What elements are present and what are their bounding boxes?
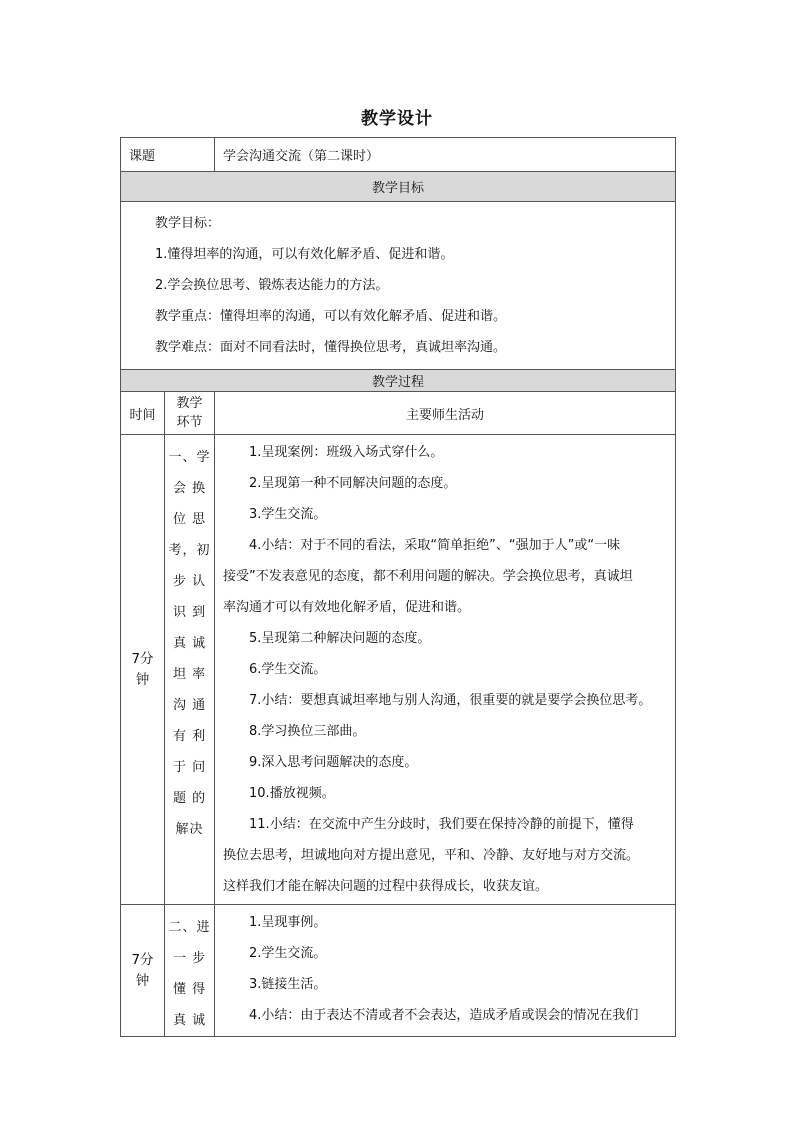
stage-line: 一、学 bbox=[168, 450, 211, 465]
row1-activities bbox=[215, 435, 676, 905]
col-header-stage bbox=[165, 392, 215, 435]
objective-line: 教学目标： bbox=[155, 216, 221, 231]
activity-line: 2.呈现第一种不同解决问题的态度。 bbox=[249, 476, 457, 491]
row1-stage bbox=[165, 435, 215, 905]
process-row-1 bbox=[121, 435, 676, 905]
row2-stage bbox=[165, 905, 215, 1037]
stage-line: 识 到 bbox=[172, 605, 207, 620]
row2-activities bbox=[215, 905, 676, 1037]
activity-line: 换位去思考，坦诚地向对方提出意见，平和、冷静、友好地与对方交流。 bbox=[223, 848, 640, 863]
objective-line: 教学难点：面对不同看法时，懂得换位思考，真诚坦率沟通。 bbox=[155, 340, 507, 355]
process-row-2 bbox=[121, 905, 676, 1037]
document-title: 教学设计 bbox=[361, 109, 433, 129]
stage-line: 解决 bbox=[175, 822, 204, 837]
stage-line: 真 诚 bbox=[172, 1013, 207, 1028]
col-header-stage-line1: 教学 bbox=[176, 396, 203, 411]
row2-time-line1: 7分 bbox=[131, 951, 154, 968]
stage-line: 于 问 bbox=[172, 760, 207, 775]
col-header-time: 时间 bbox=[121, 392, 165, 435]
objective-line: 2.学会换位思考、锻炼表达能力的方法。 bbox=[155, 278, 389, 293]
row1-time-line1: 7分 bbox=[131, 650, 154, 667]
row2-time bbox=[121, 905, 165, 1037]
stage-line: 位 思 bbox=[172, 512, 207, 527]
activity-line: 9.深入思考问题解决的态度。 bbox=[249, 755, 418, 770]
col-header-activity: 主要师生活动 bbox=[215, 392, 676, 435]
stage-line: 考，初 bbox=[168, 543, 211, 558]
objectives-row bbox=[121, 202, 676, 370]
row2-time-line2: 钟 bbox=[135, 972, 150, 989]
objectives-header-row bbox=[121, 172, 676, 202]
column-header-row bbox=[121, 392, 676, 435]
activity-line: 3.学生交流。 bbox=[249, 507, 327, 522]
stage-line: 题 的 bbox=[172, 791, 207, 806]
stage-line: 有 利 bbox=[172, 729, 207, 744]
col-header-stage-line2: 环节 bbox=[176, 415, 203, 430]
topic-row bbox=[121, 138, 676, 172]
activity-line: 11.小结：在交流中产生分歧时，我们要在保持冷静的前提下，懂得 bbox=[249, 817, 634, 832]
row1-time-line2: 钟 bbox=[135, 671, 150, 688]
objective-line: 教学重点：懂得坦率的沟通，可以有效化解矛盾、促进和谐。 bbox=[155, 309, 507, 324]
lesson-plan-table bbox=[120, 137, 676, 1037]
activity-line: 率沟通才可以有效地化解矛盾，促进和谐。 bbox=[223, 600, 471, 615]
activity-line: 4.小结：对于不同的看法，采取“简单拒绝”、“强加于人”或“一味 bbox=[249, 538, 621, 553]
objectives-content bbox=[121, 202, 676, 370]
process-header: 教学过程 bbox=[121, 370, 676, 392]
activity-line: 8.学习换位三部曲。 bbox=[249, 724, 366, 739]
stage-line: 会 换 bbox=[172, 481, 207, 496]
activity-line: 10.播放视频。 bbox=[249, 786, 335, 801]
stage-line: 一 步 bbox=[172, 951, 207, 966]
activity-line: 这样我们才能在解决问题的过程中获得成长，收获友谊。 bbox=[223, 879, 549, 894]
stage-line: 坦 率 bbox=[172, 667, 207, 682]
activity-line: 6.学生交流。 bbox=[249, 662, 327, 677]
stage-line: 步 认 bbox=[172, 574, 207, 589]
stage-line: 真 诚 bbox=[172, 636, 207, 651]
topic-value: 学会沟通交流（第二课时） bbox=[215, 138, 676, 172]
activity-line: 接受”不发表意见的态度，都不利用问题的解决。学会换位思考，真诚坦 bbox=[223, 569, 633, 584]
activity-line: 7.小结：要想真诚坦率地与别人沟通，很重要的就是要学会换位思考。 bbox=[249, 693, 652, 708]
activity-line: 1.呈现事例。 bbox=[249, 915, 327, 930]
process-header-row bbox=[121, 370, 676, 392]
activity-line: 3.链接生活。 bbox=[249, 977, 327, 992]
activity-line: 4.小结：由于表达不清或者不会表达，造成矛盾或误会的情况在我们 bbox=[249, 1008, 639, 1023]
activity-line: 1.呈现案例：班级入场式穿什么。 bbox=[249, 445, 444, 460]
stage-line: 沟 通 bbox=[172, 698, 207, 713]
objectives-header: 教学目标 bbox=[121, 172, 676, 202]
topic-label: 课题 bbox=[121, 138, 215, 172]
stage-line: 二、进 bbox=[168, 920, 211, 935]
activity-line: 2.学生交流。 bbox=[249, 946, 327, 961]
row1-time bbox=[121, 435, 165, 905]
stage-line: 懂 得 bbox=[172, 982, 207, 997]
activity-line: 5.呈现第二种解决问题的态度。 bbox=[249, 631, 431, 646]
objective-line: 1.懂得坦率的沟通，可以有效化解矛盾、促进和谐。 bbox=[155, 247, 454, 262]
